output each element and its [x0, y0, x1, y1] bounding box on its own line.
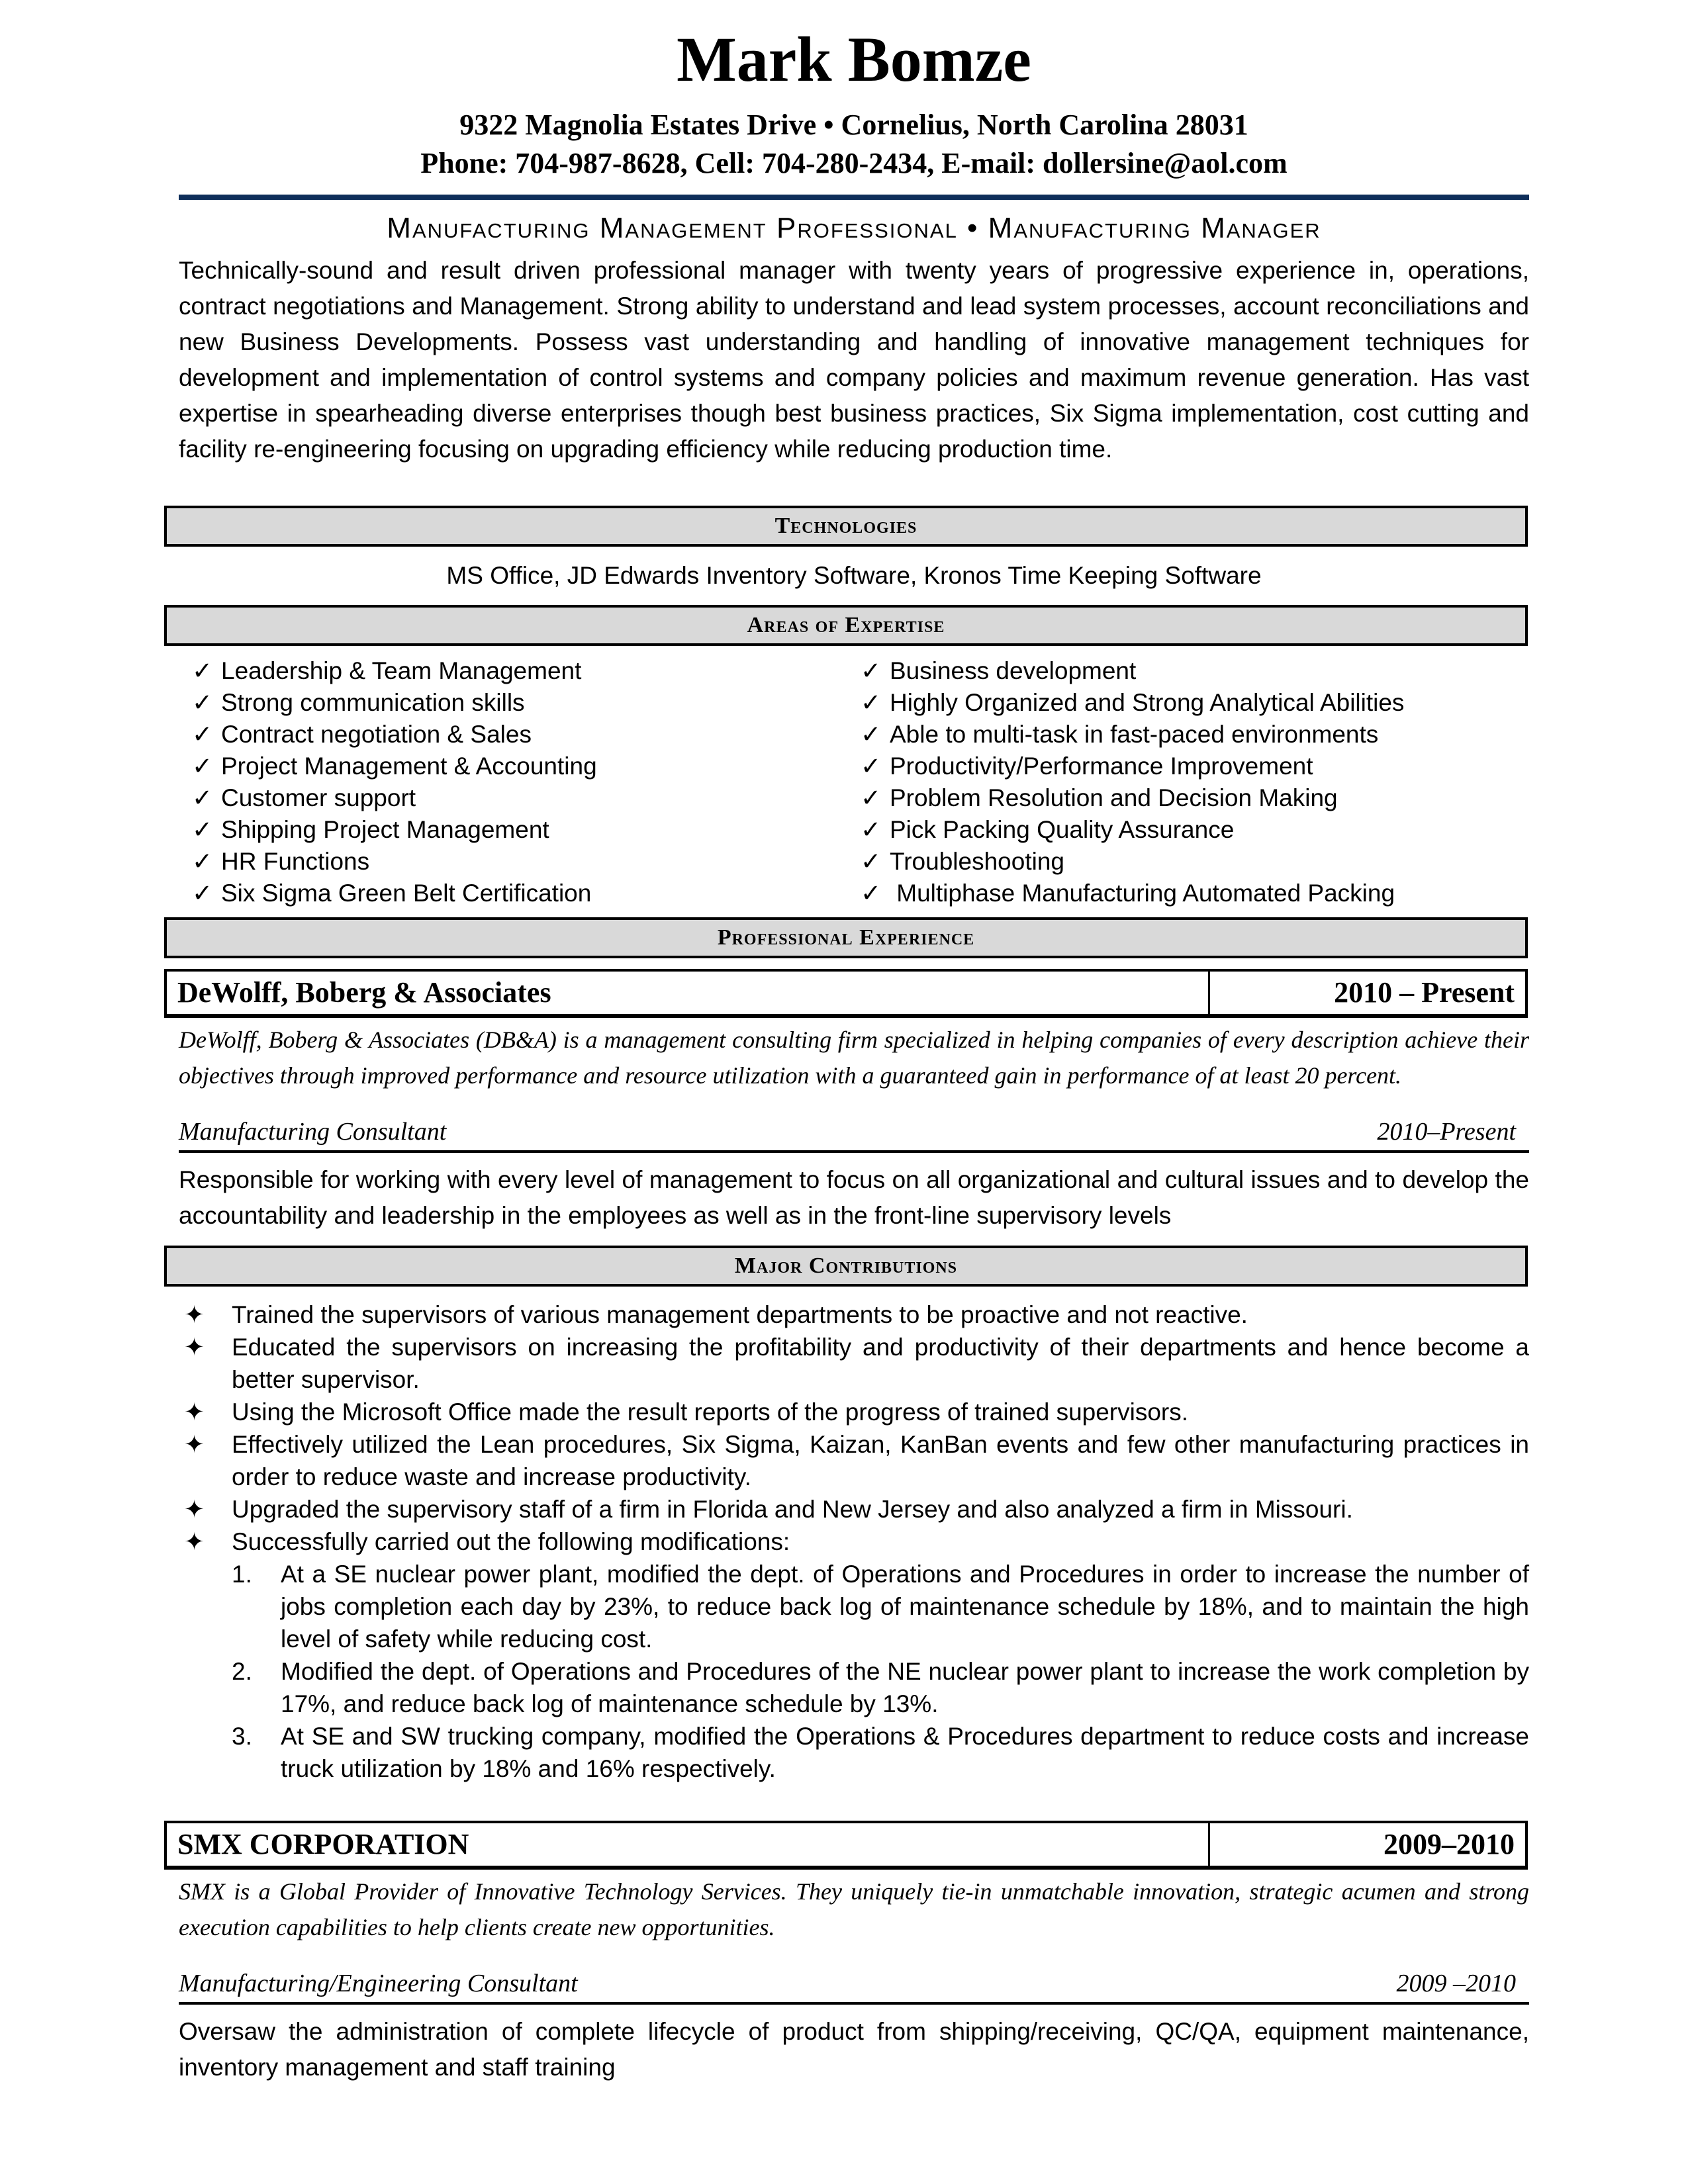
expertise-item: ✓ Customer support	[192, 782, 861, 814]
job-header	[164, 1821, 1528, 1870]
checkmark-icon: ✓	[192, 752, 213, 780]
role-dates: 2009 –2010	[1396, 1970, 1516, 1997]
star-bullet-icon: ✦	[184, 1496, 205, 1523]
company-description: SMX is a Global Provider of Innovative Technology Services. They uniquely tie-in unmatchable innovation, strategic acumen and strong execution capabilities to help clients create new opportunities.	[179, 1878, 1529, 1940]
numbered-item: 1. At a SE nuclear power plant, modified the dept. of Operations and Procedures in order to increase the number of jobs completion each day by 23%, to reduce back log of maintenance schedule by 18%, and to maintain the high level of safety while reducing cost.	[232, 1561, 1529, 1653]
professional-summary: Technically-sound and result driven professional manager with twenty years of progressive experience in, operations, contract negotiations and Management. Strong ability to understand and lead system processes, account reconciliations and new Business Developments. Possess vast understanding and handling of innovative management techniques for development and implementation of control systems and company policies and maximum revenue generation. Has vast expertise in spearheading diverse enterprises though best business practices, Six Sigma implementation, cost cutting and facility re-engineering focusing on upgrading efficiency while reducing production time.	[179, 257, 1529, 463]
company-description: DeWolff, Boberg & Associates (DB&A) is a management consulting firm specialized in helping companies of every description achieve their objectives through improved performance and resource utilization with a guaranteed gain in performance of at least 20 percent.	[179, 1026, 1529, 1089]
expertise-column-left	[179, 655, 861, 909]
expertise-item: ✓ Contract negotiation & Sales	[192, 719, 861, 751]
checkmark-icon: ✓	[861, 689, 882, 716]
expertise-item: ✓ Project Management & Accounting	[192, 751, 861, 782]
list-item: ✦ Using the Microsoft Office made the result reports of the progress of trained supervisors.	[179, 1396, 1529, 1428]
star-bullet-icon: ✦	[184, 1528, 205, 1555]
expertise-item: ✓ Troubleshooting	[861, 846, 1529, 878]
expertise-item: ✓ Business development	[861, 655, 1529, 687]
expertise-item: ✓ Able to multi-task in fast-paced environments	[861, 719, 1529, 751]
role-title: Manufacturing Consultant	[179, 1118, 447, 1146]
star-bullet-icon: ✦	[184, 1431, 205, 1458]
role-description: Oversaw the administration of complete lifecycle of product from shipping/receiving, QC/QA, equipment maintenance, inventory management and staff training	[179, 2018, 1529, 2081]
company-name: DeWolff, Boberg & Associates	[177, 976, 551, 1009]
expertise-item: ✓ Shipping Project Management	[192, 814, 861, 846]
checkmark-icon: ✓	[861, 752, 882, 780]
role-title: Manufacturing/Engineering Consultant	[179, 1970, 578, 1997]
job-dates: 2009–2010	[1208, 1823, 1525, 1866]
star-bullet-icon: ✦	[184, 1398, 205, 1426]
expertise-grid	[179, 655, 1529, 909]
expertise-item: ✓ Highly Organized and Strong Analytical Abilities	[861, 687, 1529, 719]
role-row	[179, 1965, 1529, 2005]
headline: Manufacturing Management Professional • Manufacturing Manager	[387, 212, 1321, 244]
checkmark-icon: ✓	[861, 784, 882, 811]
section-header-contributions: Major Contributions	[164, 1246, 1528, 1287]
numbered-item: 3. At SE and SW trucking company, modified the Operations & Procedures department to reduce costs and increase truck utilization by 18% and 16% respectively.	[232, 1723, 1529, 1782]
checkmark-icon: ✓	[192, 721, 213, 748]
section-header-expertise: Areas of Expertise	[164, 605, 1528, 646]
checkmark-icon: ✓	[861, 816, 882, 843]
role-row	[179, 1113, 1529, 1153]
section-header-experience: Professional Experience	[164, 917, 1528, 958]
resume-page	[179, 0, 1529, 2097]
role-dates: 2010–Present	[1377, 1118, 1516, 1146]
star-bullet-icon: ✦	[184, 1301, 205, 1328]
checkmark-icon: ✓	[861, 657, 882, 684]
contributions-list	[179, 1298, 1529, 1785]
checkmark-icon: ✓	[192, 689, 213, 716]
technologies-list: MS Office, JD Edwards Inventory Software, Kronos Time Keeping Software	[446, 562, 1262, 589]
candidate-name: Mark Bomze	[677, 24, 1031, 95]
expertise-item: ✓ Multiphase Manufacturing Automated Packing	[861, 878, 1529, 909]
list-item	[179, 1525, 1529, 1785]
contact-info: Phone: 704-987-8628, Cell: 704-280-2434, E-mail: dollersine@aol.com	[420, 147, 1288, 179]
expertise-item: ✓ HR Functions	[192, 846, 861, 878]
section-header-technologies: Technologies	[164, 506, 1528, 547]
expertise-item: ✓ Pick Packing Quality Assurance	[861, 814, 1529, 846]
list-item-text: Successfully carried out the following modifications:	[232, 1528, 790, 1555]
checkmark-icon: ✓	[192, 657, 213, 684]
job-dates: 2010 – Present	[1208, 972, 1525, 1014]
expertise-item: ✓ Leadership & Team Management	[192, 655, 861, 687]
modifications-list	[232, 1558, 1529, 1785]
checkmark-icon: ✓	[861, 721, 882, 748]
list-item: ✦ Effectively utilized the Lean procedures, Six Sigma, Kaizan, KanBan events and few other manufacturing practices in order to reduce waste and increase productivity.	[179, 1428, 1529, 1493]
checkmark-icon: ✓	[861, 880, 882, 907]
expertise-item: ✓ Productivity/Performance Improvement	[861, 751, 1529, 782]
checkmark-icon: ✓	[192, 880, 213, 907]
star-bullet-icon: ✦	[184, 1334, 205, 1361]
company-name: SMX CORPORATION	[177, 1828, 469, 1860]
list-item: ✦ Upgraded the supervisory staff of a firm in Florida and New Jersey and also analyzed a firm in Missouri.	[179, 1493, 1529, 1525]
checkmark-icon: ✓	[861, 848, 882, 875]
checkmark-icon: ✓	[192, 848, 213, 875]
list-item: ✦ Educated the supervisors on increasing the profitability and productivity of their departments and hence become a better supervisor.	[179, 1331, 1529, 1396]
checkmark-icon: ✓	[192, 784, 213, 811]
address: 9322 Magnolia Estates Drive • Cornelius, North Carolina 28031	[459, 109, 1248, 141]
expertise-item: ✓ Problem Resolution and Decision Making	[861, 782, 1529, 814]
checkmark-icon: ✓	[192, 816, 213, 843]
numbered-item: 2. Modified the dept. of Operations and Procedures of the NE nuclear power plant to increase the work completion by 17%, and reduce back log of maintenance schedule by 13%.	[232, 1658, 1529, 1717]
role-description: Responsible for working with every level of management to focus on all organizational and cultural issues and to develop the accountability and leadership in the employees as well as in the front-line supervisory levels	[179, 1166, 1529, 1229]
header-divider	[179, 195, 1529, 200]
list-item: ✦ Trained the supervisors of various management departments to be proactive and not reactive.	[179, 1298, 1529, 1331]
expertise-item: ✓ Six Sigma Green Belt Certification	[192, 878, 861, 909]
expertise-item: ✓ Strong communication skills	[192, 687, 861, 719]
job-header	[164, 969, 1528, 1018]
expertise-column-right	[861, 655, 1529, 909]
